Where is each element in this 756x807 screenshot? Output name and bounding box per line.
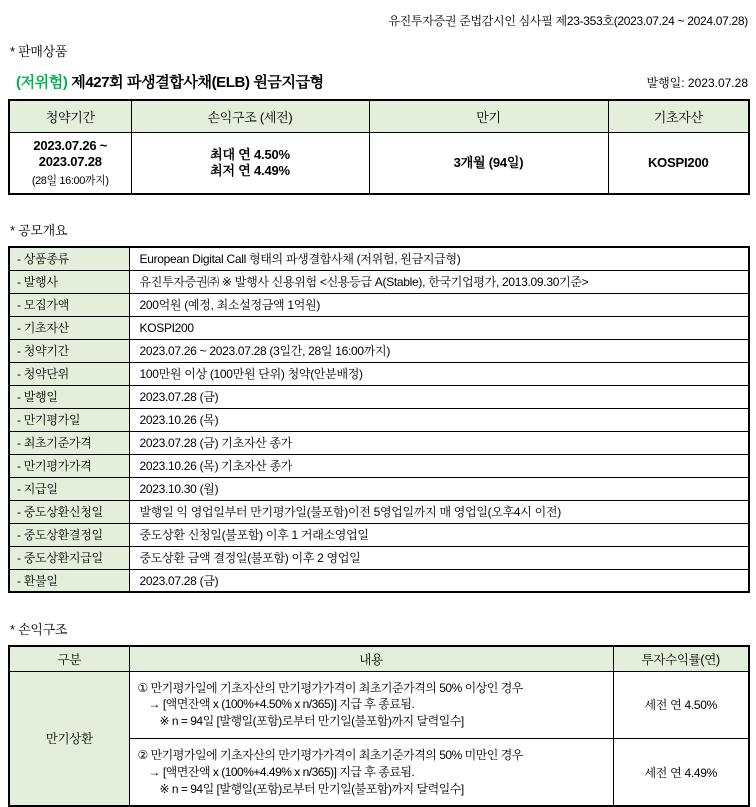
max-rate-line: 최대 연 4.50% bbox=[210, 146, 290, 162]
header-maturity: 만기 bbox=[369, 100, 608, 132]
offering-row-value: 2023.07.26 ~ 2023.07.28 (3일간, 28일 16:00까지) bbox=[129, 339, 749, 362]
subscription-period-cell bbox=[9, 132, 131, 194]
offering-row-label: - 청약단위 bbox=[9, 362, 129, 385]
underlying-value: KOSPI200 bbox=[647, 154, 709, 170]
sale-product-heading: * 판매상품 bbox=[10, 44, 68, 59]
payoff-case2-note: ※ n = 94일 [발행일(포함)로부터 만기일(불포함)까지 달력일수] bbox=[159, 781, 464, 796]
payoff-case1-note: ※ n = 94일 [발행일(포함)로부터 만기일(불포함)까지 달력일수] bbox=[159, 714, 464, 729]
table-row bbox=[9, 569, 749, 592]
product-name: 제427회 파생결합사채(ELB) 원금지급형 bbox=[71, 74, 324, 91]
offering-row-value: 100만원 이상 (100만원 단위) 청약(안분배정) bbox=[129, 362, 749, 385]
offering-row-value: 중도상환 금액 결정일(불포함) 이후 2 영업일 bbox=[129, 546, 749, 569]
offering-row-value: KOSPI200 bbox=[129, 316, 749, 339]
payoff-rates-cell bbox=[131, 132, 369, 194]
offering-row-label: - 중도상환지급일 bbox=[9, 546, 129, 569]
offering-row-label: - 만기평가가격 bbox=[9, 454, 129, 477]
risk-level-label: (저위험) bbox=[16, 74, 68, 91]
payoff-case1-return: 세전 연 4.50% bbox=[613, 671, 749, 738]
payoff-case2-description bbox=[129, 738, 613, 806]
header-description: 내용 bbox=[129, 646, 613, 671]
offering-row-label: - 만기평가일 bbox=[9, 408, 129, 431]
summary-data-row bbox=[9, 132, 749, 194]
issue-date-note: 발행일: 2023.07.28 bbox=[646, 76, 748, 90]
offering-row-value: 2023.10.26 (목) 기초자산 종가 bbox=[129, 454, 749, 477]
subscription-period-line2: 2023.07.28 bbox=[38, 154, 102, 170]
offering-row-label: - 환불일 bbox=[9, 569, 129, 592]
offering-row-value: 유진투자증권㈜ ※ 발행사 신용위험 <신용등급 A(Stable), 한국기업평가, 2013.09.30기준> bbox=[129, 270, 749, 293]
payoff-case2-return: 세전 연 4.49% bbox=[613, 738, 749, 806]
product-title-row bbox=[8, 71, 748, 92]
payoff-structure-table bbox=[8, 645, 750, 807]
header-return: 투자수익률(연) bbox=[613, 646, 749, 671]
maturity-value: 3개월 (94일) bbox=[453, 154, 524, 170]
table-row bbox=[9, 293, 749, 316]
offering-row-value: European Digital Call 형태의 파생결합사채 (저위험, 원금지급형) bbox=[129, 247, 749, 270]
table-row bbox=[9, 431, 749, 454]
offering-row-label: - 청약기간 bbox=[9, 339, 129, 362]
table-row bbox=[9, 385, 749, 408]
payoff-case1-description bbox=[129, 671, 613, 738]
payoff-case-row bbox=[9, 671, 749, 738]
summary-header-row bbox=[9, 100, 749, 132]
payoff-case2-formula: → [액면잔액 x (100%+4.49% x n/365)] 지급 후 종료됨. bbox=[148, 764, 415, 779]
summary-table bbox=[8, 99, 750, 195]
subscription-deadline-note: (28일 16:00까지) bbox=[31, 174, 109, 187]
offering-row-label: - 발행사 bbox=[9, 270, 129, 293]
offering-row-label: - 중도상환결정일 bbox=[9, 523, 129, 546]
table-row bbox=[9, 270, 749, 293]
table-row bbox=[9, 477, 749, 500]
payoff-case2-condition: ② 만기평가일에 기초자산의 만기평가가격이 최초기준가격의 50% 미만인 경우 bbox=[137, 747, 523, 762]
payoff-case1-condition: ① 만기평가일에 기초자산의 만기평가가격이 최초기준가격의 50% 이상인 경우 bbox=[137, 680, 523, 695]
offering-row-label: - 최초기준가격 bbox=[9, 431, 129, 454]
min-rate-line: 최저 연 4.49% bbox=[210, 162, 290, 178]
offering-row-value: 200억원 (예정, 최소설정금액 1억원) bbox=[129, 293, 749, 316]
payoff-case1-formula: → [액면잔액 x (100%+4.50% x n/365)] 지급 후 종료됨. bbox=[148, 697, 415, 712]
offering-table bbox=[8, 246, 750, 593]
table-row bbox=[9, 523, 749, 546]
offering-row-label: - 발행일 bbox=[9, 385, 129, 408]
offering-row-label: - 모집가액 bbox=[9, 293, 129, 316]
header-subscription-period: 청약기간 bbox=[9, 100, 131, 132]
table-row bbox=[9, 339, 749, 362]
header-group: 구분 bbox=[9, 646, 129, 671]
offering-row-value: 2023.10.30 (월) bbox=[129, 477, 749, 500]
offering-row-value: 2023.07.28 (금) bbox=[129, 569, 749, 592]
offering-row-value: 발행일 익 영업일부터 만기평가일(불포함)이전 5영업일까지 매 영업일(오후4시 이전) bbox=[129, 500, 749, 523]
table-row bbox=[9, 546, 749, 569]
compliance-note: 유진투자증권 준법감시인 심사필 제23-353호(2023.07.24 ~ 2024.07.28) bbox=[388, 14, 748, 28]
offering-row-label: - 상품종류 bbox=[9, 247, 129, 270]
maturity-cell bbox=[369, 132, 608, 194]
offering-row-value: 2023.07.28 (금) bbox=[129, 385, 749, 408]
table-row bbox=[9, 362, 749, 385]
table-row bbox=[9, 247, 749, 270]
table-row bbox=[9, 454, 749, 477]
offering-row-value: 2023.07.28 (금) 기초자산 종가 bbox=[129, 431, 749, 454]
product-title bbox=[8, 71, 324, 92]
offering-row-label: - 기초자산 bbox=[9, 316, 129, 339]
subscription-period-line1: 2023.07.26 ~ bbox=[33, 138, 108, 153]
header-underlying-asset: 기초자산 bbox=[608, 100, 749, 132]
offering-heading: * 공모개요 bbox=[10, 223, 68, 238]
payoff-structure-heading: * 손익구조 bbox=[10, 622, 68, 637]
table-row bbox=[9, 408, 749, 431]
offering-row-label: - 중도상환신청일 bbox=[9, 500, 129, 523]
offering-row-label: - 지급일 bbox=[9, 477, 129, 500]
header-payoff-structure: 손익구조 (세전) bbox=[131, 100, 369, 132]
offering-row-value: 중도상환 신청일(불포함) 이후 1 거래소영업일 bbox=[129, 523, 749, 546]
table-row bbox=[9, 316, 749, 339]
payoff-header-row bbox=[9, 646, 749, 671]
table-row bbox=[9, 500, 749, 523]
underlying-cell bbox=[608, 132, 749, 194]
offering-row-value: 2023.10.26 (목) bbox=[129, 408, 749, 431]
maturity-redemption-label: 만기상환 bbox=[9, 671, 129, 806]
